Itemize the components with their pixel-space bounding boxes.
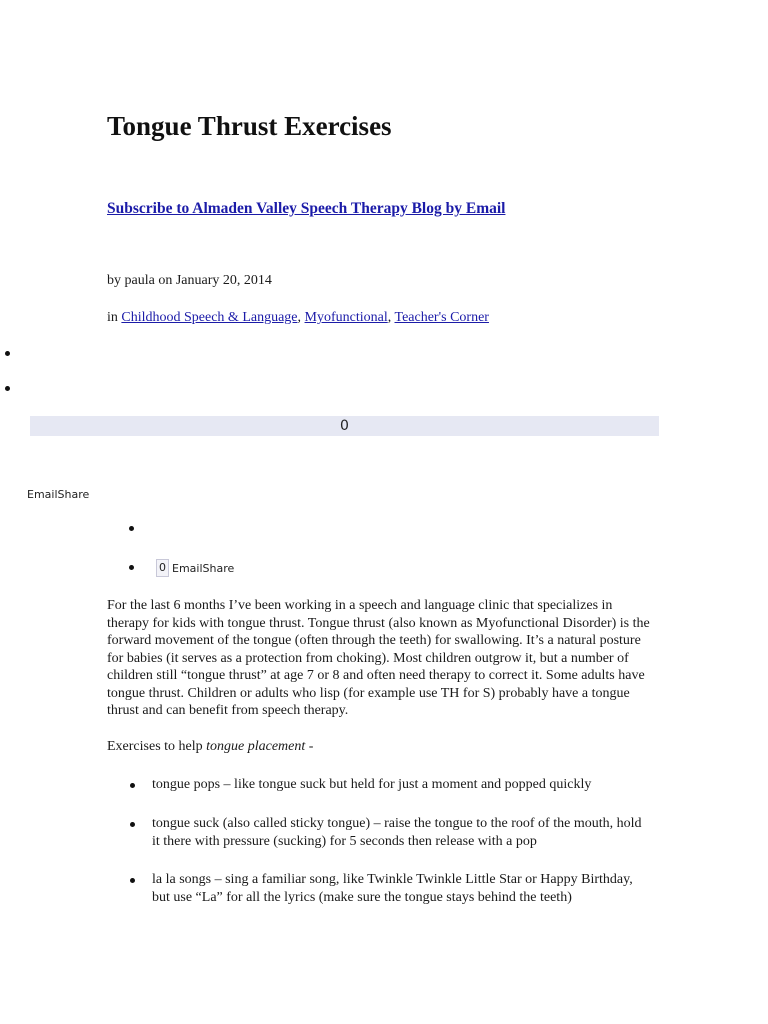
exercise-item: la la songs – sing a familiar song, like Twinkle Twinkle Little Star or Happy Birthday, but use “La” for all the lyrics (make sure the tongue stays behind the teeth) [152, 872, 633, 905]
exercise-bullet [130, 878, 135, 883]
inline-share-row [156, 559, 234, 577]
subscribe-link[interactable]: Subscribe to Almaden Valley Speech Therapy Blog by Email [107, 200, 506, 217]
category-separator: , [297, 310, 305, 325]
exercise-item: tongue suck (also called sticky tongue) – raise the tongue to the roof of the mouth, hold it there with pressure (sucking) for 5 seconds then release with a pop [152, 816, 642, 849]
category-link-teachers-corner[interactable]: Teacher's Corner [394, 310, 489, 325]
share-list-bullet [129, 565, 134, 570]
exercises-intro-prefix: Exercises to help [107, 739, 207, 754]
inline-email-share-link[interactable]: EmailShare [172, 561, 235, 575]
exercises-intro [107, 739, 313, 755]
categories-prefix: in [107, 310, 118, 325]
page-title: Tongue Thrust Exercises [107, 111, 392, 141]
category-separator: , [387, 310, 395, 325]
category-link-childhood[interactable]: Childhood Speech & Language [121, 310, 298, 325]
share-count-badge: 0 [156, 559, 169, 577]
empty-list-bullet [129, 526, 134, 531]
exercise-bullet [130, 783, 135, 788]
exercises-intro-emphasis: tongue placement [206, 739, 306, 754]
empty-list-bullet [5, 351, 10, 356]
intro-paragraph: For the last 6 months I’ve been working in a speech and language clinic that specializes in therapy for kids with tongue thrust. Tongue thrust (also known as Myofunctional Disorder) is the forward movement of the tongue (often through the teeth) for swallowing. It’s a natural posture for babies (it serves as a protection from choking). Most children outgrow it, but a number of children still “tongue thrust” at age 7 or 8 and often need therapy to correct it. Some adults have tongue thrust. Children or adults who lisp (for example use TH for S) probably have a tongue thrust and can benefit from speech therapy. [107, 598, 650, 718]
empty-list-bullet [5, 386, 10, 391]
exercise-item: tongue pops – like tongue suck but held for just a moment and popped quickly [152, 777, 592, 792]
category-line [107, 310, 489, 326]
share-count-bar: 0 [30, 416, 659, 436]
exercise-bullet [130, 822, 135, 827]
email-share-link[interactable]: EmailShare [27, 488, 90, 501]
category-link-myofunctional[interactable]: Myofunctional [304, 310, 388, 325]
exercises-intro-suffix: - [305, 739, 314, 754]
byline: by paula on January 20, 2014 [107, 273, 272, 288]
